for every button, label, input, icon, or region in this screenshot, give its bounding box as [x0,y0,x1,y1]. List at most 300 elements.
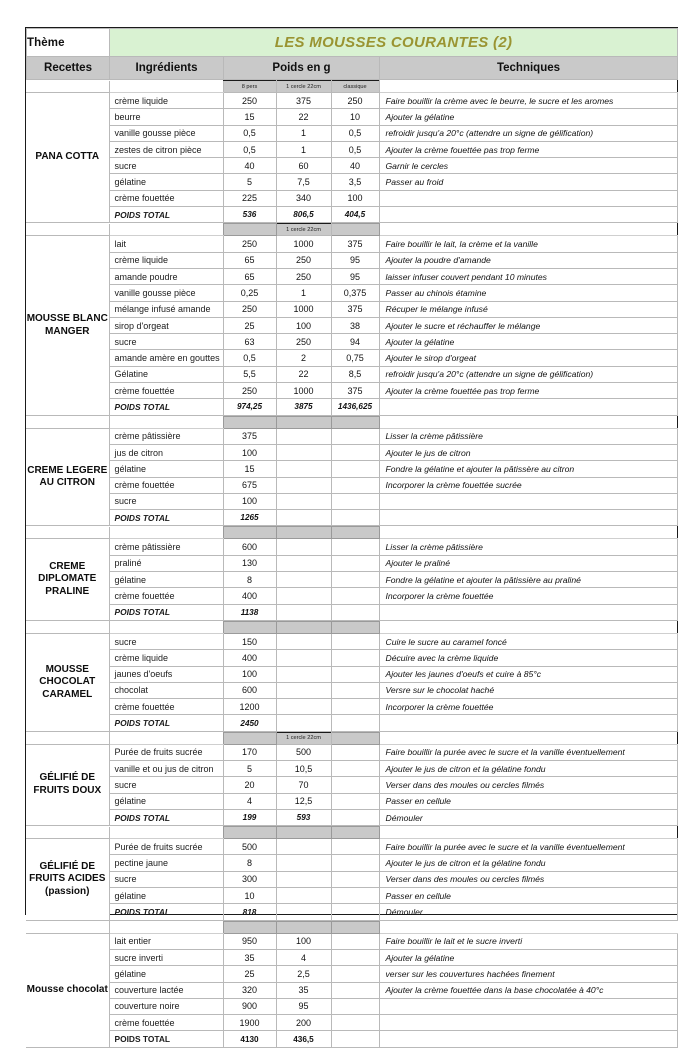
weight-value: 7,5 [276,174,331,190]
technique-step: Ajouter la crème fouettée pas trop ferme [379,141,677,157]
technique-step: Passer au chinois étamine [379,285,677,301]
weight-value: 375 [331,301,379,317]
weight-value: 100 [331,190,379,206]
recipe-name: CREME LEGERE AU CITRON [26,428,109,526]
weight-value: 35 [223,949,276,965]
weight-value [331,793,379,809]
weight-value: 95 [331,268,379,284]
ingredient-row [26,461,677,477]
ingredient-name: sucre [109,158,223,174]
weight-value: 40 [331,158,379,174]
weights-subheader-cell [331,416,379,428]
weight-value: 593 [276,809,331,825]
weight-value: 0,5 [331,141,379,157]
weight-value: 10,5 [276,760,331,776]
weight-value: 1265 [223,510,276,526]
weights-subheader-row [26,416,677,428]
ingredient-row [26,760,677,776]
weight-value: 8,5 [331,366,379,382]
weight-value: 1000 [276,236,331,252]
weight-value: 950 [223,933,276,949]
ingredient-row [26,572,677,588]
ingredient-name: Purée de fruits sucrée [109,744,223,760]
weight-value: 65 [223,268,276,284]
weight-value: 100 [223,444,276,460]
weight-value: 0,75 [331,350,379,366]
subheader-spacer [26,732,109,744]
document-title: LES MOUSSES COURANTES (2) [110,29,678,57]
ingredient-name: zestes de citron pièce [109,141,223,157]
technique-step: refroidir jusqu'a 20°c (attendre un signe de gélification) [379,366,677,382]
technique-step: Fondre la gélatine et ajouter la pâtissière au praliné [379,572,677,588]
total-row [26,1031,677,1047]
subheader-spacer-ingredient [109,921,223,933]
recipe-name: MOUSSE CHOCOLAT CARAMEL [26,633,109,731]
total-label: POIDS TOTAL [109,510,223,526]
technique-step: Verser dans des moules ou cercles filmés [379,777,677,793]
technique-step: Faire bouillir la purée avec le sucre et la vanille éventuellement [379,744,677,760]
weight-value: 400 [223,588,276,604]
ingredient-row [26,301,677,317]
weights-subheader-cell [223,416,276,428]
technique-step: Passer en cellule [379,793,677,809]
ingredient-row [26,477,677,493]
technique-step [379,190,677,206]
weight-value [331,555,379,571]
technique-step: Ajouter le jus de citron et la gélatine fondu [379,760,677,776]
weights-subheader-cell: classique [331,81,379,93]
weight-value [331,444,379,460]
weights-subheader-row [26,921,677,933]
ingredient-name: crème fouettée [109,383,223,399]
weight-value: 225 [223,190,276,206]
technique-step: Passer au froid [379,174,677,190]
technique-step: Fondre la gélatine et ajouter la pâtissère au citron [379,461,677,477]
weight-value [276,855,331,871]
ingredient-row [26,317,677,333]
weight-value [276,682,331,698]
recipe-section [26,826,678,920]
ingredient-row [26,666,677,682]
ingredient-row [26,109,677,125]
subheader-spacer [26,921,109,933]
ingredient-row [26,699,677,715]
weights-subheader-row [26,224,677,236]
weights-subheader-row [26,732,677,744]
ingredient-name: gélatine [109,888,223,904]
ingredient-name: crème fouettée [109,1015,223,1031]
ingredient-row [26,334,677,350]
ingredient-row [26,555,677,571]
weight-value: 1900 [223,1015,276,1031]
weight-value: 300 [223,871,276,887]
technique-step [379,510,677,526]
weight-value: 20 [223,777,276,793]
weight-value: 600 [223,682,276,698]
weight-value: 375 [223,428,276,444]
subheader-spacer-technique [379,921,677,933]
weight-value: 250 [276,334,331,350]
weight-value [331,839,379,855]
recipe-section [26,921,678,1048]
weight-value [331,744,379,760]
ingredient-row [26,588,677,604]
weights-subheader-cell [223,621,276,633]
subheader-spacer-technique [379,827,677,839]
recipe-name: Mousse chocolat [26,933,109,1047]
weight-value [276,715,331,731]
weights-subheader-cell [223,827,276,839]
weight-value: 170 [223,744,276,760]
weight-value: 250 [223,301,276,317]
ingredient-row [26,539,677,555]
weight-value [331,715,379,731]
ingredient-name: crème pâtissière [109,539,223,555]
weights-subheader-cell: 1 cercle 22cm [276,224,331,236]
theme-label: Thème [27,29,110,57]
weights-subheader-row [26,81,677,93]
weight-value: 2450 [223,715,276,731]
weight-value: 10 [223,888,276,904]
ingredient-name: praliné [109,555,223,571]
ingredient-name: vanille gousse pièce [109,285,223,301]
ingredient-name: vanille gousse pièce [109,125,223,141]
theme-row [27,29,678,57]
weights-subheader-row [26,527,677,539]
ingredient-name: gélatine [109,966,223,982]
ingredient-row [26,366,677,382]
weight-value: 0,5 [223,125,276,141]
weight-value: 0,25 [223,285,276,301]
subheader-spacer-technique [379,416,677,428]
weight-value [276,555,331,571]
weight-value: 130 [223,555,276,571]
weight-value: 2 [276,350,331,366]
technique-step [379,1015,677,1031]
weight-value [331,461,379,477]
weight-value: 25 [223,317,276,333]
weight-value: 4 [223,793,276,809]
weights-subheader-cell [223,224,276,236]
weight-value: 100 [223,666,276,682]
subheader-spacer-technique [379,81,677,93]
recipe-section [26,621,678,732]
weight-value: 4 [276,949,331,965]
ingredient-name: jaunes d'oeufs [109,666,223,682]
weight-value: 600 [223,539,276,555]
ingredient-row [26,650,677,666]
weight-value: 95 [331,252,379,268]
technique-step [379,1031,677,1047]
ingredient-row [26,444,677,460]
ingredient-row [26,933,677,949]
total-row [26,510,677,526]
weights-subheader-cell [276,921,331,933]
ingredient-name: sucre inverti [109,949,223,965]
weights-subheader-cell [223,527,276,539]
weight-value: 200 [276,1015,331,1031]
weight-value: 974,25 [223,399,276,415]
weight-value: 2,5 [276,966,331,982]
recipe-name: GÉLIFIÉ DE FRUITS DOUX [26,744,109,825]
weight-value: 0,375 [331,285,379,301]
weight-value: 5,5 [223,366,276,382]
technique-step: Faire bouillir la crème avec le beurre, le sucre et les aromes [379,93,677,109]
ingredient-row [26,190,677,206]
ingredient-row [26,998,677,1014]
weight-value: 70 [276,777,331,793]
total-label: POIDS TOTAL [109,604,223,620]
weight-value [276,572,331,588]
weight-value [276,444,331,460]
ingredient-row [26,966,677,982]
weight-value: 150 [223,633,276,649]
weight-value: 8 [223,572,276,588]
weight-value [331,588,379,604]
weight-value: 22 [276,366,331,382]
total-label: POIDS TOTAL [109,715,223,731]
weight-value: 1 [276,285,331,301]
technique-step: Incorporer la crème fouettée [379,699,677,715]
ingredient-row [26,982,677,998]
header-weights: Poids en g [224,57,380,80]
ingredient-name: amande poudre [109,268,223,284]
ingredient-name: sucre [109,633,223,649]
weight-value: 375 [331,383,379,399]
technique-step: Ajouter la poudre d'amande [379,252,677,268]
ingredient-name: jus de citron [109,444,223,460]
weight-value [331,650,379,666]
ingredient-name: couverture lactée [109,982,223,998]
subheader-spacer [26,621,109,633]
ingredient-row [26,236,677,252]
weight-value: 250 [276,268,331,284]
technique-step [379,493,677,509]
weight-value: 5 [223,760,276,776]
subheader-spacer-ingredient [109,621,223,633]
weight-value: 1200 [223,699,276,715]
weight-value [331,428,379,444]
ingredient-row [26,949,677,965]
weight-value: 3875 [276,399,331,415]
weight-value: 100 [276,317,331,333]
technique-step: Faire bouillir la purée avec le sucre et la vanille éventuellement [379,839,677,855]
subheader-spacer-technique [379,621,677,633]
weight-value [331,871,379,887]
technique-step: Démouler [379,904,677,920]
technique-step [379,715,677,731]
sections-container [26,80,677,1048]
ingredient-row [26,1015,677,1031]
weight-value [331,666,379,682]
weight-value: 1000 [276,383,331,399]
weight-value: 8 [223,855,276,871]
ingredient-row [26,871,677,887]
subheader-spacer-ingredient [109,224,223,236]
technique-step: Cuire le sucre au caramel foncé [379,633,677,649]
ingredient-row [26,268,677,284]
technique-step: Versre sur le chocolat haché [379,682,677,698]
weight-value: 0,5 [223,350,276,366]
weights-subheader-cell: 8 pers [223,81,276,93]
technique-step [379,207,677,223]
subheader-spacer-technique [379,732,677,744]
technique-step: Verser dans des moules ou cercles filmés [379,871,677,887]
weight-value: 1 [276,125,331,141]
weight-value: 63 [223,334,276,350]
technique-step: Décuire avec la crème liquide [379,650,677,666]
weight-value [276,493,331,509]
ingredient-name: sirop d'orgeat [109,317,223,333]
weights-subheader-cell [331,732,379,744]
weight-value: 806,5 [276,207,331,223]
weight-value [331,682,379,698]
technique-step: Ajouter la crème fouettée dans la base chocolatée à 40°c [379,982,677,998]
weights-subheader-cell [331,921,379,933]
weight-value [276,428,331,444]
technique-step: Ajouter les jaunes d'oeufs et cuire à 85°c [379,666,677,682]
recipe-section [26,526,678,620]
weight-value [276,633,331,649]
weight-value [331,855,379,871]
header-ingredients: Ingrédients [110,57,224,80]
ingredient-row [26,158,677,174]
weight-value [331,510,379,526]
technique-step [379,998,677,1014]
weight-value: 250 [223,236,276,252]
weight-value [331,809,379,825]
ingredient-name: mélange infusé amande [109,301,223,317]
recipe-name: CREME DIPLOMATE PRALINE [26,539,109,620]
weight-value: 436,5 [276,1031,331,1047]
weight-value: 3,5 [331,174,379,190]
weight-value: 500 [223,839,276,855]
ingredient-row [26,682,677,698]
total-row [26,399,677,415]
subheader-spacer [26,827,109,839]
weights-subheader-cell [223,732,276,744]
weight-value [331,933,379,949]
weight-value [276,839,331,855]
ingredient-name: sucre [109,334,223,350]
weight-value: 15 [223,461,276,477]
weight-value [276,699,331,715]
ingredient-name: Purée de fruits sucrée [109,839,223,855]
total-row [26,809,677,825]
technique-step: Ajouter la crème fouettée pas trop ferme [379,383,677,399]
weight-value [276,604,331,620]
subheader-spacer-ingredient [109,732,223,744]
technique-step: Ajouter le praliné [379,555,677,571]
recipe-name: MOUSSE BLANC MANGER [26,236,109,415]
weight-value [276,904,331,920]
total-row [26,604,677,620]
weight-value [276,461,331,477]
ingredient-row [26,350,677,366]
technique-step: Ajouter la gélatine [379,334,677,350]
ingredient-row [26,285,677,301]
ingredient-name: crème fouettée [109,477,223,493]
technique-step: Récuper le mélange infusé [379,301,677,317]
technique-step: Garnir le cercles [379,158,677,174]
technique-step: Ajouter le sirop d'orgeat [379,350,677,366]
weight-value: 15 [223,109,276,125]
weight-value: 375 [276,93,331,109]
subheader-spacer [26,416,109,428]
ingredient-name: gélatine [109,793,223,809]
subheader-spacer [26,81,109,93]
technique-step: Démouler [379,809,677,825]
ingredient-name: crème fouettée [109,588,223,604]
weights-subheader-cell [276,416,331,428]
subheader-spacer-ingredient [109,81,223,93]
recipe-sheet [25,27,678,1045]
ingredient-name: gélatine [109,572,223,588]
weight-value: 675 [223,477,276,493]
weight-value: 199 [223,809,276,825]
weight-value [276,888,331,904]
ingredient-row [26,428,677,444]
weight-value [331,604,379,620]
ingredient-name: gélatine [109,174,223,190]
weights-subheader-cell [223,921,276,933]
weights-subheader-row [26,827,677,839]
weight-value [331,539,379,555]
weight-value: 250 [223,383,276,399]
weight-value [331,966,379,982]
weight-value [276,477,331,493]
ingredient-name: sucre [109,493,223,509]
header-techniques: Techniques [380,57,678,80]
weight-value: 250 [331,93,379,109]
weight-value [276,510,331,526]
weight-value [331,699,379,715]
technique-step: Ajouter le jus de citron [379,444,677,460]
total-row [26,207,677,223]
weight-value: 250 [223,93,276,109]
recipe-section [26,416,678,527]
subheader-spacer-ingredient [109,416,223,428]
ingredient-name: lait entier [109,933,223,949]
ingredient-name: amande amère en gouttes [109,350,223,366]
weight-value: 40 [223,158,276,174]
technique-step: refroidir jusqu'a 20°c (attendre un signe de gélification) [379,125,677,141]
weight-value: 536 [223,207,276,223]
subheader-spacer-technique [379,527,677,539]
weight-value: 0,5 [331,125,379,141]
technique-step: Faire bouillir le lait et le sucre inverti [379,933,677,949]
weight-value: 5 [223,174,276,190]
sheet-table [26,28,678,80]
weight-value: 22 [276,109,331,125]
technique-step: Incorporer la crème fouettée sucrée [379,477,677,493]
ingredient-name: chocolat [109,682,223,698]
technique-step: Passer en cellule [379,888,677,904]
ingredient-row [26,383,677,399]
weight-value: 340 [276,190,331,206]
subheader-spacer-ingredient [109,527,223,539]
weight-value [331,777,379,793]
weight-value: 900 [223,998,276,1014]
subheader-spacer [26,224,109,236]
weight-value: 94 [331,334,379,350]
ingredient-row [26,633,677,649]
ingredient-row [26,839,677,855]
weight-value: 250 [276,252,331,268]
header-recipes: Recettes [27,57,110,80]
weights-subheader-cell [331,224,379,236]
weight-value: 35 [276,982,331,998]
